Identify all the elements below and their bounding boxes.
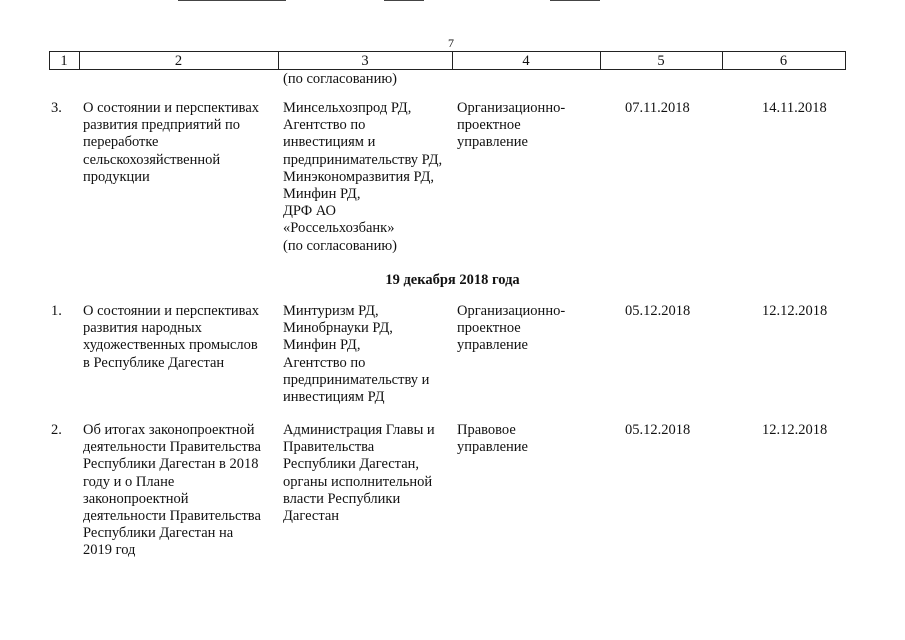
row-topic: О состоянии и перспективах развития предприятий по переработке сельскохозяйственной продукции — [83, 100, 260, 185]
header-bottom-border — [49, 69, 846, 70]
row-responsible: Минтуризм РД, Минобрнауки РД, Минфин РД, Агентство по предпринимательству и инвестициям РД — [283, 303, 430, 406]
row-date-prepare: 07.11.2018 — [625, 100, 690, 116]
page-number: 7 — [448, 36, 454, 50]
row-date-submit: 12.12.2018 — [762, 303, 828, 319]
column-header-1: 1 — [60, 53, 68, 69]
row-department: Организационно- проектное управление — [457, 303, 566, 354]
column-header-2: 2 — [174, 53, 183, 69]
row-topic: Об итогах законопроектной деятельности Правительства Республики Дагестан в 2018 году и о Плане законопроектной деятельности Правительства Республики Дагестан на 2019 год — [83, 422, 261, 559]
row-department: Организационно- проектное управление — [457, 100, 566, 151]
row-responsible: Администрация Главы и Правительства Республики Дагестан, органы исполнительной власти Республики Дагестан — [283, 422, 435, 525]
scan-edge-line — [178, 0, 286, 1]
scan-edge-line — [550, 0, 600, 1]
section-title: 19 декабря 2018 года — [385, 272, 520, 288]
row-date-prepare: 05.12.2018 — [625, 422, 691, 438]
row-number: 2. — [51, 422, 62, 438]
column-header-4: 4 — [522, 53, 530, 69]
row-date-submit: 14.11.2018 — [762, 100, 827, 116]
row-date-submit: 12.12.2018 — [762, 422, 828, 438]
row-topic: О состоянии и перспективах развития народных художественных промыслов в Республике Дагестан — [83, 303, 260, 371]
column-header-5: 5 — [657, 53, 665, 69]
row-number: 1. — [51, 303, 62, 319]
column-header-6: 6 — [779, 53, 788, 69]
header-top-border — [49, 51, 846, 52]
continuation-text: (по согласованию) — [283, 71, 397, 87]
scan-edge-line — [384, 0, 424, 1]
row-responsible: Минсельхозпрод РД, Агентство по инвестициям и предпринимательству РД, Минэкономразвития РД, Минфин РД, ДРФ АО «Россельхозбанк» (по согласованию) — [283, 100, 443, 254]
column-header-3: 3 — [361, 53, 369, 69]
row-department: Правовое управление — [457, 422, 528, 456]
row-number: 3. — [51, 100, 62, 116]
row-date-prepare: 05.12.2018 — [625, 303, 691, 319]
header-divider — [845, 51, 846, 70]
